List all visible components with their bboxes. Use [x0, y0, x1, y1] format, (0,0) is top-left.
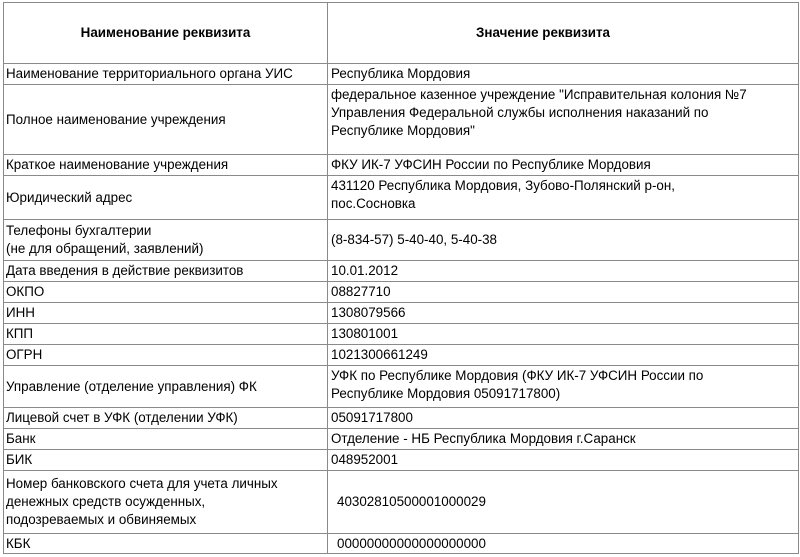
name-line: (не для обращений, заявлений)	[6, 241, 204, 256]
requisite-value: ФКУ ИК-7 УФСИН России по Республике Мордовия	[328, 155, 799, 176]
table-row	[4, 282, 799, 303]
table-row	[4, 408, 799, 429]
requisite-value	[328, 85, 799, 155]
table-row	[4, 155, 799, 176]
name-line: Номер банковского счета для учета личных	[6, 476, 278, 491]
requisite-name: ИНН	[4, 303, 328, 324]
name-line: денежных средств осужденных,	[6, 494, 206, 509]
requisite-value: 40302810500001000029	[328, 471, 799, 534]
requisite-name: Банк	[4, 429, 328, 450]
requisite-name: БИК	[4, 450, 328, 471]
table-row	[4, 471, 799, 534]
requisite-value: Отделение - НБ Республика Мордовия г.Саранск	[328, 429, 799, 450]
table-row	[4, 303, 799, 324]
value-line: Управления Федеральной службы исполнения наказаний по	[331, 105, 709, 120]
table-row	[4, 534, 799, 554]
requisite-value: 048952001	[328, 450, 799, 471]
requisite-name: Юридический адрес	[4, 176, 328, 220]
table-row	[4, 261, 799, 282]
requisite-value	[328, 176, 799, 220]
requisite-name: Наименование территориального органа УИС	[4, 64, 328, 85]
requisite-name: Краткое наименование учреждения	[4, 155, 328, 176]
requisite-name: КПП	[4, 324, 328, 345]
value-line: Республике Мордовия 05091717800)	[331, 386, 561, 401]
requisites-table	[3, 2, 799, 554]
value-line: Республике Мордовия"	[331, 123, 475, 138]
table-row	[4, 345, 799, 366]
requisite-name: Лицевой счет в УФК (отделении УФК)	[4, 408, 328, 429]
column-header-name: Наименование реквизита	[4, 3, 328, 64]
table-row	[4, 429, 799, 450]
table-row	[4, 366, 799, 408]
requisite-value: 08827710	[328, 282, 799, 303]
requisite-value: 05091717800	[328, 408, 799, 429]
requisite-value: 10.01.2012	[328, 261, 799, 282]
table-row	[4, 324, 799, 345]
column-header-value: Значение реквизита	[328, 3, 799, 64]
name-line: Телефоны бухгалтерии	[6, 223, 152, 238]
value-line: 431120 Республика Мордовия, Зубово-Полянский р-он,	[331, 178, 675, 193]
requisite-name	[4, 220, 328, 261]
requisite-value: (8-834-57) 5-40-40, 5-40-38	[328, 220, 799, 261]
table-row	[4, 220, 799, 261]
requisite-value: 1308079566	[328, 303, 799, 324]
value-line: федеральное казенное учреждение "Исправительная колония №7	[331, 87, 747, 102]
requisite-name: ОГРН	[4, 345, 328, 366]
value-line: УФК по Республике Мордовия (ФКУ ИК-7 УФСИН России по	[331, 368, 704, 383]
requisite-name: Полное наименование учреждения	[4, 85, 328, 155]
requisite-value: 1021300661249	[328, 345, 799, 366]
table-row	[4, 64, 799, 85]
requisite-value: Республика Мордовия	[328, 64, 799, 85]
requisite-name: ОКПО	[4, 282, 328, 303]
requisite-name	[4, 471, 328, 534]
requisite-value: 00000000000000000000	[328, 534, 799, 554]
table-row	[4, 176, 799, 220]
value-line: пос.Сосновка	[331, 196, 416, 211]
table-row	[4, 450, 799, 471]
requisite-name: Дата введения в действие реквизитов	[4, 261, 328, 282]
requisite-name: Управление (отделение управления) ФК	[4, 366, 328, 408]
requisite-value: 130801001	[328, 324, 799, 345]
table-header-row	[4, 3, 799, 64]
name-line: подозреваемых и обвиняемых	[6, 512, 197, 527]
requisite-value	[328, 366, 799, 408]
requisite-name: КБК	[4, 534, 328, 554]
table-row	[4, 85, 799, 155]
